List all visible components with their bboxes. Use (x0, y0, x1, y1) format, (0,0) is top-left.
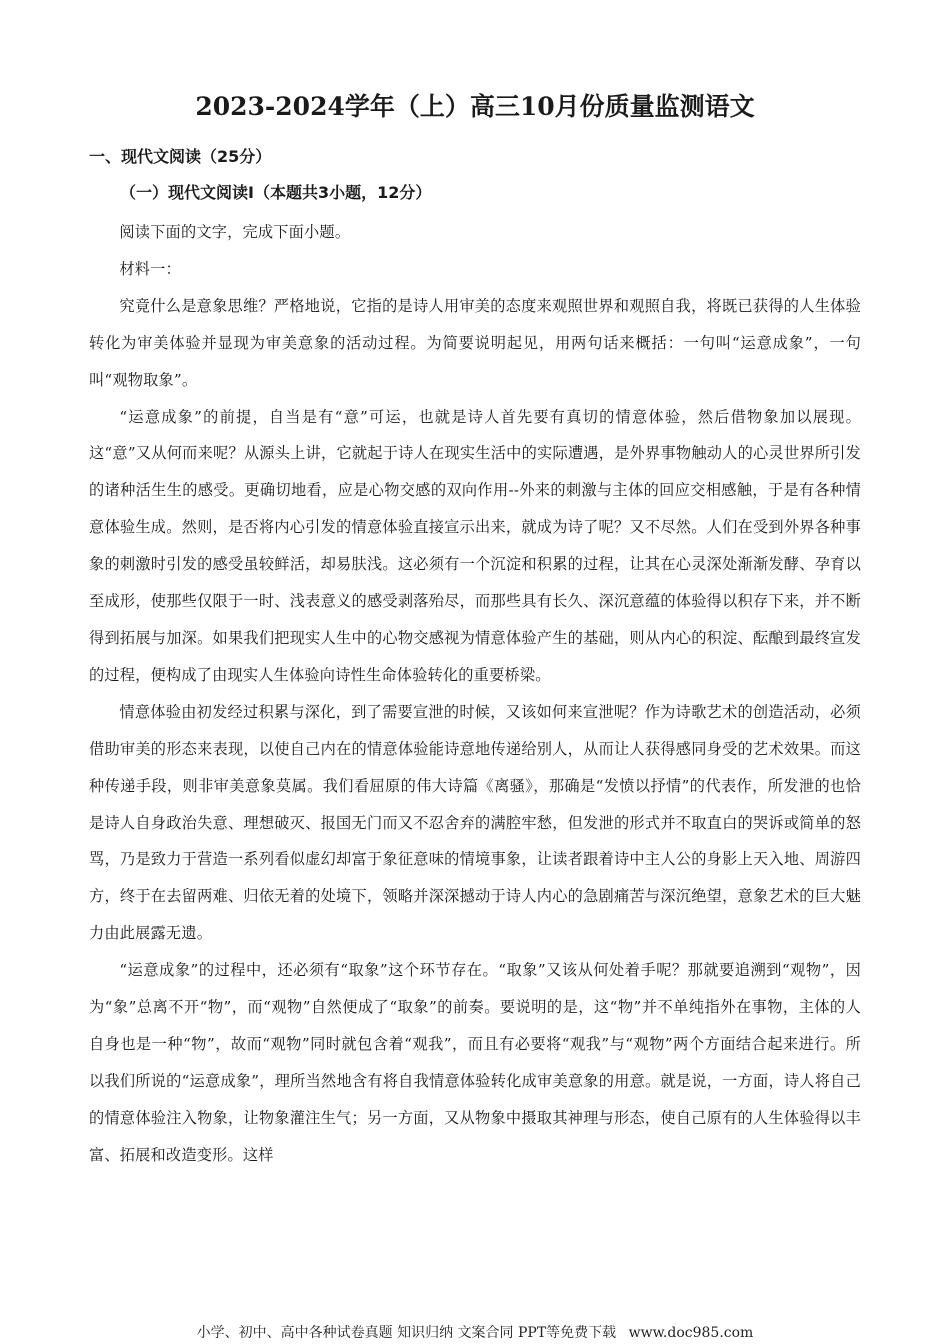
sub-heading: （一）现代文阅读Ⅰ（本题共3小题，12分） (120, 183, 432, 202)
material-label: 材料一： (119, 259, 181, 278)
section-heading: 一、现代文阅读（25分） (89, 147, 272, 166)
page-title: 2023-2024学年（上）高三10月份质量监测语文 (195, 92, 755, 121)
paragraph: “运意成象”的前提，自当是有“意”可运，也就是诗人首先要有真切的情意体验，然后借物象加以展现。这“意”又从何而来呢？从源头上讲，它就起于诗人在现实生活中的实际遭遇，是外界事物触动人的心灵世界所引发的诸种活生生的感受。更确切地看，应是心物交感的双向作用--外来的刺激与主体的回应交相感触，于是有各种情意体验生成。然则，是否将内心引发的情意体验直接宣示出来，就成为诗了呢？又不尽然。人们在受到外界各种事象的刺激时引发的感受虽较鲜活，却易肤浅。这必须有一个沉淀和积累的过程，让其在心灵深处渐渐发酵、孕育以至成形，使那些仅限于一时、浅表意义的感受剥落殆尽，而那些具有长久、深沉意蕴的体验得以积存下来，并不断得到拓展与加深。如果我们把现实人生中的心物交感视为情意体验产生的基础，则从内心的积淀、酝酿到最终宣发的过程，便构成了由现实人生体验向诗性生命体验转化的重要桥梁。 (89, 407, 861, 684)
paragraph: 究竟什么是意象思维？严格地说，它指的是诗人用审美的态度来观照世界和观照自我，将既已获得的人生体验转化为审美体验并显现为审美意象的活动过程。为简要说明起见，用两句话来概括：一句叫“运意成象”，一句叫“观物取象”。 (89, 296, 861, 389)
paragraph: 情意体验由初发经过积累与深化，到了需要宣泄的时候，又该如何来宣泄呢？作为诗歌艺术的创造活动，必须借助审美的形态来表现，以使自己内在的情意体验能诗意地传递给别人，从而让人获得感同身受的艺术效果。而这种传递手段，则非审美意象莫属。我们看屈原的伟大诗篇《离骚》，那确是“发愤以抒情”的代表作，所发泄的也恰是诗人自身政治失意、理想破灭、报国无门而又不忍舍弃的满腔牢愁，但发泄的形式并不取直白的哭诉或简单的怒骂，乃是致力于营造一系列看似虚幻却富于象征意味的情境事象，让读者跟着诗中主人公的身影上天入地、周游四方，终于在去留两难、归依无着的处境下，领略并深深撼动于诗人内心的急剧痛苦与深沉绝望，意象艺术的巨大魅力由此展露无遗。 (89, 702, 861, 943)
footer-link[interactable]: www.doc985.com (628, 1325, 754, 1341)
reading-passage (89, 214, 861, 1174)
instruction-text: 阅读下面的文字，完成下面小题。 (119, 223, 351, 241)
paragraph: “运意成象”的过程中，还必须有“取象”这个环节存在。“取象”又该从何处着手呢？那就要追溯到“观物”，因为“象”总离不开“物”，而“观物”自然便成了“取象”的前奏。要说明的是，这“物”并不单纯指外在事物，主体的人自身也是一种“物”，故而“观物”同时就包含着“观我”，而且有必要将“观我”与“观物”两个方面结合起来进行。所以我们所说的“运意成象”，理所当然地含有将自我情意体验转化成审美意象的用意。就是说，一方面，诗人将自己的情意体验注入物象，让物象灌注生气；另一方面，又从物象中摄取其神理与形态，使自己原有的人生体验得以丰富、拓展和改造变形。这样 (89, 961, 861, 1164)
page-footer (0, 1323, 950, 1343)
footer-text: 小学、初中、高中各种试卷真题 知识归纳 文案合同 PPT等免费下载 (196, 1325, 617, 1341)
